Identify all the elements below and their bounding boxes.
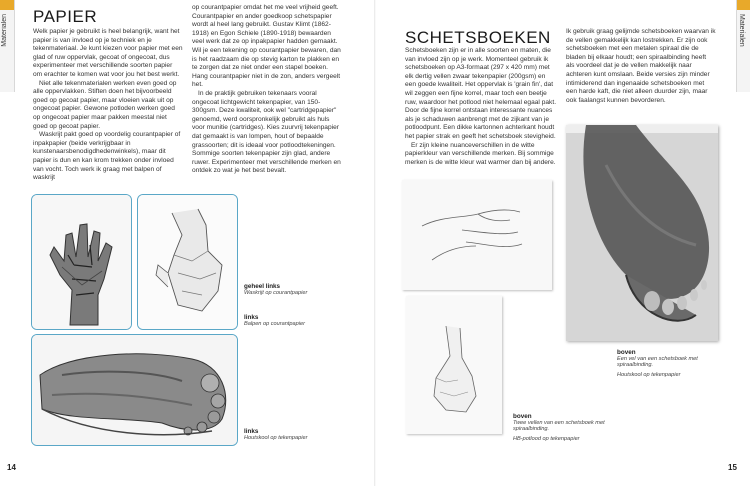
- paragraph: op courantpapier omdat het me veel vrijheid geeft. Courantpapier en ander goedkoop schetspapier wordt al heel lang gebruikt. Gustav Klimt (1862-1918) en Egon Schiele (1890-1918) bewaarden veel werk dat ze op inpakpapier hadden gemaakt. Wil je een tekening op courantpapier bewaren, dan is het raadzaam die op stevig karton te plakken en te zorgen dat ze niet onder een stapel boeken. Hang courantpapier niet in de zon, anders vergeelt het.: [192, 4, 341, 89]
- charcoal-foot-drawing: [31, 334, 238, 446]
- paragraph: Ik gebruik graag gelijmde schetsboeken waarvan ik de vellen gemakkelijk kan lostrekken. Er zijn ook schetsboeken met een metalen spiraal die de bladen bij elkaar houdt; een spiraalbinding heeft als voordeel dat je de vellen makkelijk naar achteren kunt omslaan. Beide versies zijn minder intimiderend dan ingenaaide schetsboeken met een harde kaft, die niet alleen duurder zijn, maar ook faalangst kunnen bevorderen.: [566, 28, 716, 104]
- left-tab-accent: [0, 0, 14, 10]
- caption-title: boven: [513, 413, 532, 420]
- right-tab-accent: [737, 0, 750, 10]
- left-column-1: [33, 28, 183, 183]
- left-column-2: [192, 4, 342, 176]
- right-page-title: SCHETSBOEKEN: [405, 28, 551, 47]
- left-page-number: 14: [7, 463, 16, 472]
- caption-top-right: [617, 349, 727, 378]
- hand-sketch-image: [32, 195, 131, 329]
- paragraph: In de praktijk gebruiken tekenaars vooral ongecoat lichtgewicht tekenpapier, van 150-300gsm. Deze kwaliteit, ook wel "cartridgepapier" genoemd, werd oorspronkelijk gebruikt als huls voor munitie (cartridges). Kies zuurvrij tekenpapier dat gemaakt is van lompen, hout of bepaalde grassoorten; dit is ideaal voor potloodtekeningen. Sommige soorten tekenpapier zijn glad, andere ruwer. Experimenteer met verschillende merken en ontdek zo wat je het best bevalt.: [192, 89, 341, 175]
- ballpoint-hand-drawing: [137, 194, 238, 330]
- caption-text-2: Houtskool op tekenpapier: [617, 372, 681, 378]
- paragraph: Niet alle tekenmaterialen werken even goed op alle oppervlakken. Stiften doen het bijvoorbeeld goed op gecoat papier, maar vloeien vaak uit op ongecoat papier. Gewone potloden werken goed op ongecoat papier maar pakken meestal niet goed op gecoat papier.: [33, 79, 177, 130]
- caption-title: geheel links: [244, 283, 281, 290]
- paragraph: Waskrijt pakt goed op voordelig courantpapier of inpakpapier (beide verkrijgbaar in kunstenaarsbenodigdhedenwinkels), maar dit papier is dun en kan krom trekken onder invloed van vocht. Toch werk ik graag met balpen of waskrijt: [33, 131, 181, 182]
- caption-left: [244, 314, 364, 327]
- hand-sketch-image: [138, 195, 237, 329]
- right-side-tab: [736, 0, 750, 92]
- caption-title: links: [244, 428, 259, 435]
- hand-outline-image: [406, 296, 502, 434]
- caption-bottom-right: [513, 413, 613, 442]
- wax-crayon-hand-drawing: [31, 194, 132, 330]
- book-gutter: [374, 0, 376, 486]
- caption-text: Houtskool op tekenpapier: [244, 435, 308, 441]
- caption-text-2: HB-potlood op tekenpapier: [513, 436, 580, 442]
- paragraph: Schetsboeken zijn er in alle soorten en maten, die van invloed zijn op je werk. Momenteel gebruik ik schetsboeken op A3-formaat (297 x 420 mm) met elk dertig vellen zwaar tekenpapier (200gsm) en een goede kwaliteit. Het oppervlak is 'grain fin', dat wil zeggen een fijne korrel, maar toch een beetje ruw, waardoor het potlood niet helemaal egaal pakt. Door de fijne korrel ontstaan interessante nuances als je schaduwen aanbrengt met de zijkant van je potloodpunt. Een dikke kartonnen achterkant houdt het papier strak en geeft het schetsboek stevigheid.: [405, 47, 557, 140]
- foot-charcoal-image: [566, 125, 718, 341]
- right-tab-label: Materialen: [738, 14, 745, 47]
- right-column-1: [405, 47, 557, 167]
- caption-text: Een vel van een schetsboek met spiraalbinding.: [617, 356, 698, 368]
- right-page-number: 15: [728, 463, 737, 472]
- left-side-tab: [0, 0, 15, 92]
- caption-title: boven: [617, 349, 636, 356]
- right-column-2: [566, 28, 716, 105]
- caption-text: Twee vellen van een schetsboek met spiraalbinding.: [513, 420, 605, 432]
- left-page-title: PAPIER: [33, 7, 98, 26]
- paragraph: Er zijn kleine nuanceverschillen in de witte papierkleur van verschillende merken. Bij sommige merken is de witte kleur wat warmer dan bij andere.: [405, 141, 556, 166]
- caption-far-left: [244, 283, 364, 296]
- foot-sketch-image: [32, 335, 237, 445]
- caption-text: Waskrijt op courantpapier: [244, 290, 308, 296]
- pencil-hand-sketch-2: [406, 296, 502, 434]
- caption-text: Balpen op courantpapier: [244, 321, 305, 327]
- paragraph: Welk papier je gebruikt is heel belangrijk, want het papier is van invloed op je techniek en je tekenmateriaal. Je kunt kiezen voor papier met een glad of ruw oppervlak, gecoat of ongecoat, dus experimenteer met verschillende soorten papier om erachter te komen wat voor jou het best werkt.: [33, 28, 183, 78]
- hand-outline-image: [402, 180, 552, 290]
- caption-bottom-left: [244, 428, 364, 441]
- left-tab-label: Materialen: [1, 14, 8, 47]
- pencil-hand-sketch: [402, 180, 552, 290]
- charcoal-foot-sketchbook: [566, 125, 718, 341]
- caption-title: links: [244, 314, 259, 321]
